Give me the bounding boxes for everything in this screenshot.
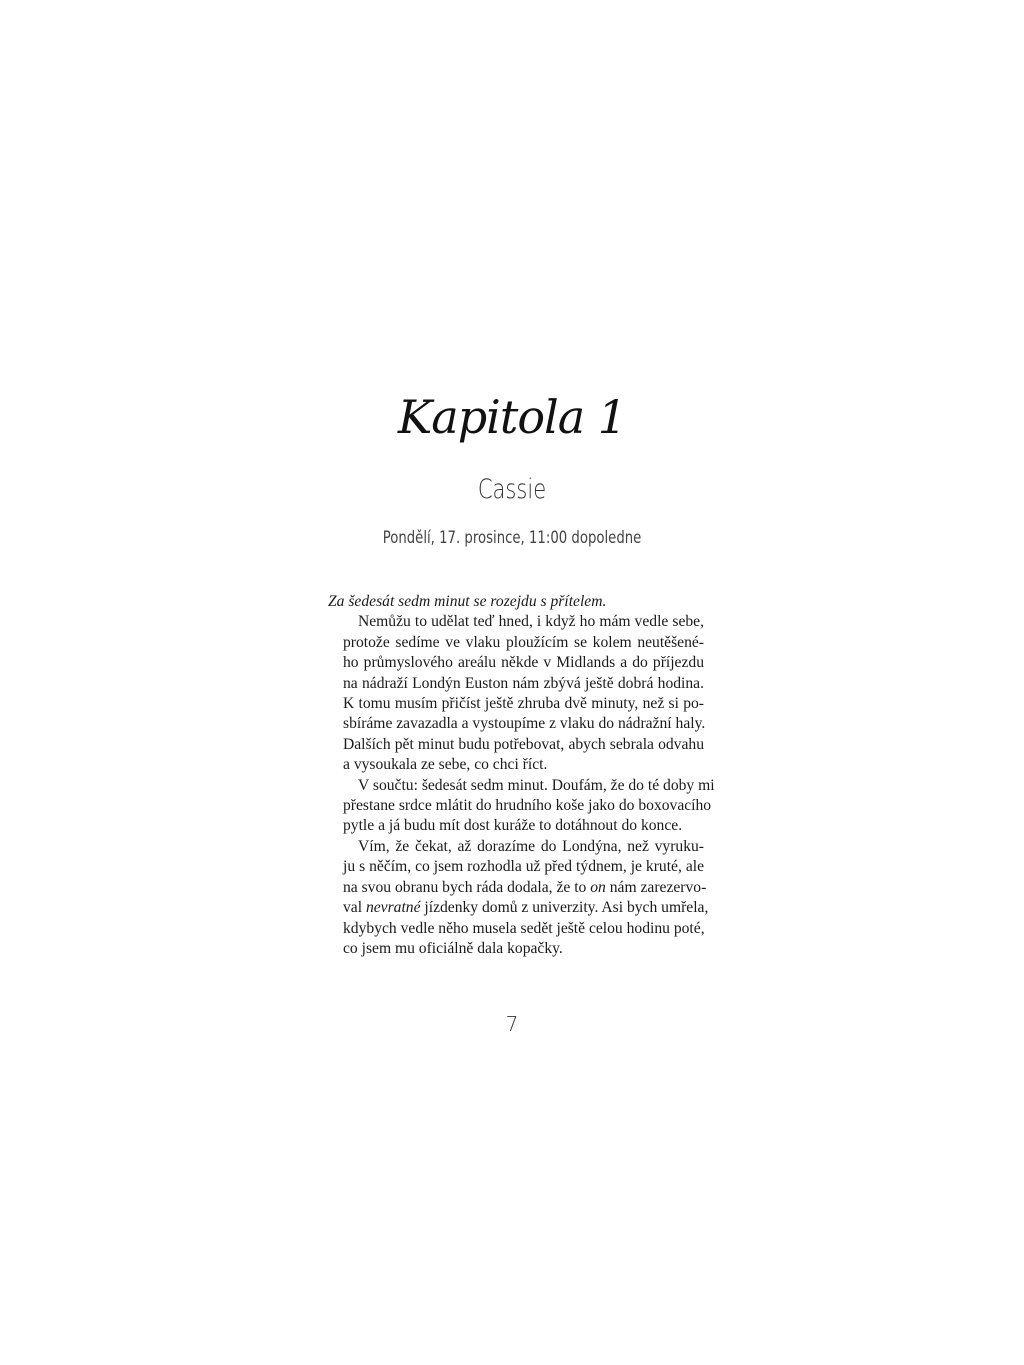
text-line: protože sedíme ve vlaku ploužícím se kolem neutěšené- <box>343 633 704 651</box>
text-fragment: jízdenky domů z univerzity. Asi bych umřela, <box>420 899 709 917</box>
text-line: ju s něčím, co jsem rozhodla už před týdnem, je kruté, ale <box>343 858 704 876</box>
paragraph <box>328 776 715 837</box>
chapter-name: Cassie <box>477 474 547 505</box>
text-fragment: nám zarezervo- <box>605 878 707 896</box>
emphasis: on <box>590 878 606 896</box>
paragraph <box>328 592 704 612</box>
text-line: pytle a já budu mít dost kuráže to dotáhnout do konce. <box>343 817 683 835</box>
text-line: kdybych vedle něho musela sedět ještě celou hodinu poté, <box>343 919 705 937</box>
text-line: Nemůžu to udělat teď hned, i když ho mám vedle sebe, <box>358 613 704 631</box>
text-line: K tomu musím přičíst ještě zhruba dvě minuty, než si po- <box>343 695 704 713</box>
text-line: přestane srdce mlátit do hrudního koše jako do boxovacího <box>343 797 712 815</box>
text-line: co jsem mu oficiálně dala kopačky. <box>343 939 563 957</box>
chapter-title: Kapitola 1 <box>397 390 627 444</box>
text-line <box>328 878 707 898</box>
text-line: Za šedesát sedm minut se rozejdu s přítelem. <box>328 593 607 610</box>
paragraph <box>328 837 709 959</box>
text-line <box>328 898 709 918</box>
text-line: na nádraží Londýn Euston nám zbývá ještě dobrá hodina. <box>343 674 704 692</box>
body-text <box>328 592 715 959</box>
text-fragment: na svou obranu bych ráda dodala, že to <box>343 878 591 896</box>
text-line: Dalších pět minut budu potřebovat, abych sebrala odvahu <box>343 735 704 753</box>
text-line: ho průmyslového areálu někde v Midlands a do příjezdu <box>343 654 704 672</box>
text-fragment: val <box>343 899 366 917</box>
page-number: 7 <box>505 1012 519 1036</box>
text-line: Vím, že čekat, až dorazíme do Londýna, než vyruku- <box>358 837 704 855</box>
text-line: a vysoukala ze sebe, co chci říct. <box>343 756 548 774</box>
chapter-date: Pondělí, 17. prosince, 11:00 dopoledne <box>382 528 642 548</box>
paragraph <box>328 612 704 775</box>
text-line: V součtu: šedesát sedm minut. Doufám, že do té doby mi <box>358 776 715 794</box>
emphasis: nevratné <box>365 899 421 917</box>
text-line: sbíráme zavazadla a vystoupíme z vlaku do nádražní haly. <box>343 715 706 733</box>
